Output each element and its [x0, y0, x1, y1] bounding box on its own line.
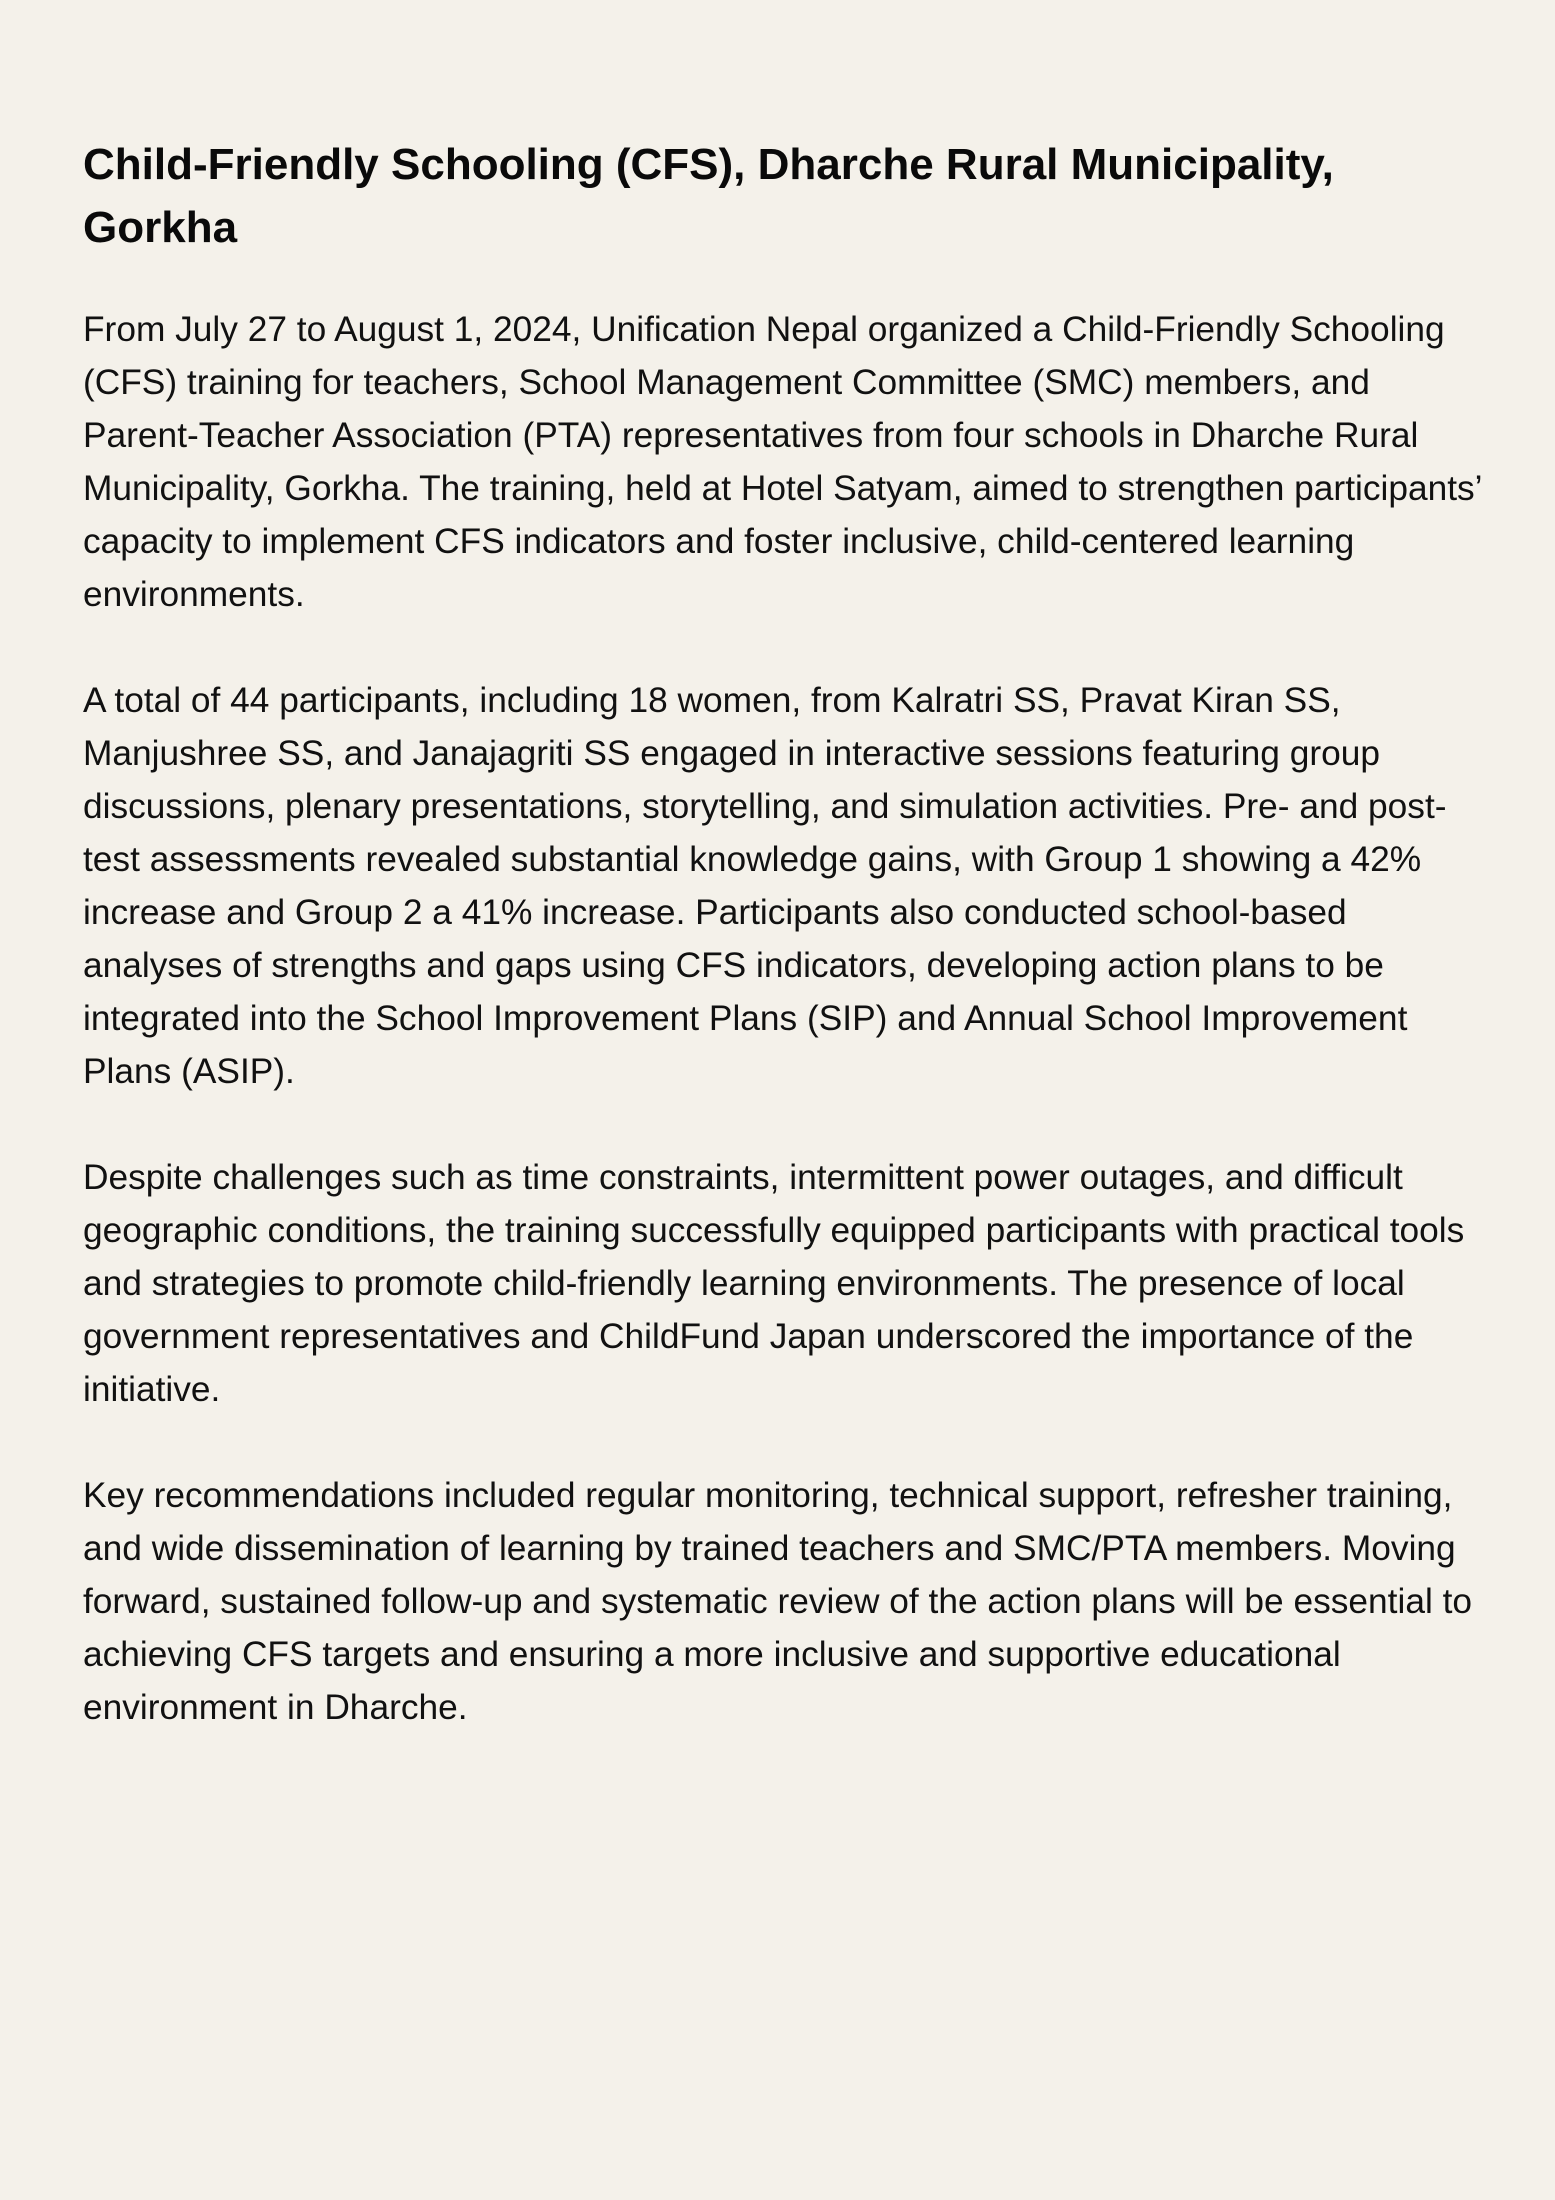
article-title: Child-Friendly Schooling (CFS), Dharche Rural Municipality, Gorkha: [83, 140, 1334, 252]
paragraph-recommendations: Key recommendations included regular monitoring, technical support, refresher training, and wide dissemination of learning by trained teachers and SMC/PTA members. Moving forward, sustained follow-up and systematic review of the action plans will be essential to achieving CFS targets and ensuring a more inclusive and supportive educational environment in Dharche.: [83, 1476, 1473, 1727]
paragraph-overview: From July 27 to August 1, 2024, Unification Nepal organized a Child-Friendly Schooling (CFS) training for teachers, School Management Committee (SMC) members, and Parent-Teacher Association (PTA) representatives from four schools in Dharche Rural Municipality, Gorkha. The training, held at Hotel Satyam, aimed to strengthen participants’ capacity to implement CFS indicators and foster inclusive, child-centered learning environments.: [83, 310, 1482, 614]
paragraph-participants-results: A total of 44 participants, including 18 women, from Kalratri SS, Pravat Kiran SS, Manjushree SS, and Janajagriti SS engaged in interactive sessions featuring group discussions, plenary presentations, storytelling, and simulation activities. Pre- and post-test assessments revealed substantial knowledge gains, with Group 1 showing a 42% increase and Group 2 a 41% increase. Participants also conducted school-based analyses of strengths and gaps using CFS indicators, developing action plans to be integrated into the School Improvement Plans (SIP) and Annual School Improvement Plans (ASIP).: [83, 681, 1447, 1091]
article-body: [83, 303, 1483, 1734]
paragraph-challenges: Despite challenges such as time constraints, intermittent power outages, and difficult geographic conditions, the training successfully equipped participants with practical tools and strategies to promote child-friendly learning environments. The presence of local government representatives and ChildFund Japan underscored the importance of the initiative.: [83, 1158, 1465, 1409]
